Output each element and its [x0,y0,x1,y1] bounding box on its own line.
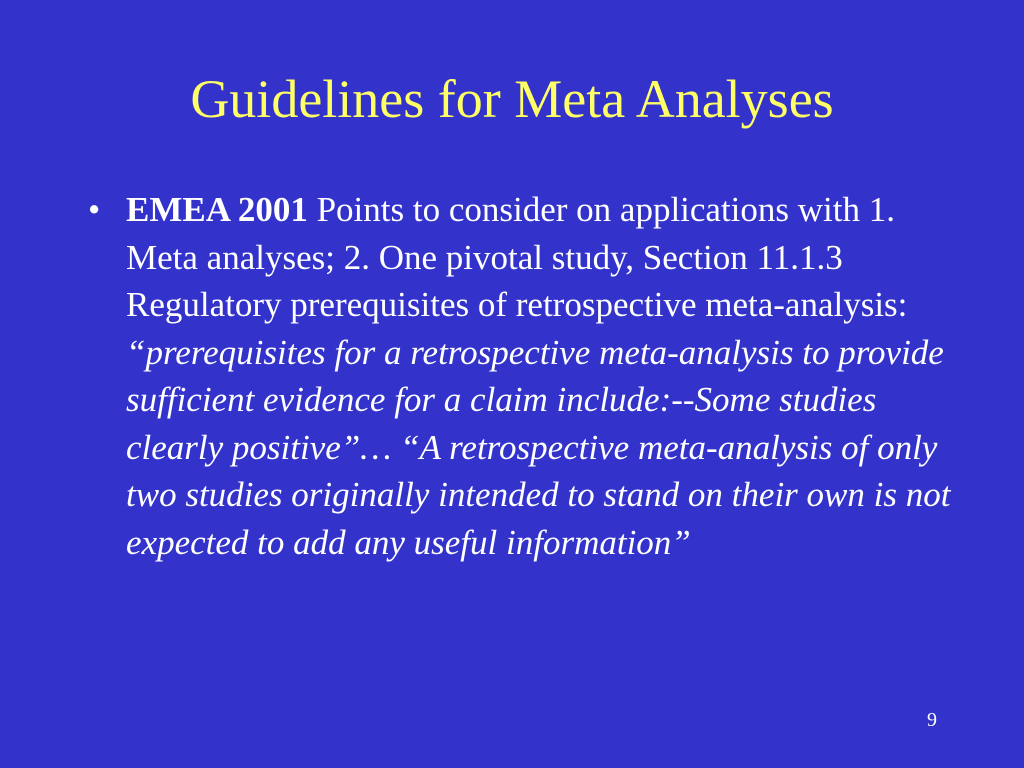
slide-page-number: 9 [927,709,937,731]
bullet-list [88,186,968,566]
bullet-regular-text: Points to consider on applications with 1. Meta analyses; 2. One pivotal study, Section 11.1.3 Regulatory prerequisites of retrospective meta-analysis: [126,190,908,324]
bullet-italic-quote: “prerequisites for a retrospective meta-analysis to provide sufficient evidence for a claim include:--Some studies clearly positive”… “A retrospective meta-analysis of only two studies originally intended to stand on their own is not expected to add any useful information” [126,332,951,562]
slide-title: Guidelines for Meta Analyses [190,69,834,129]
bullet-bold-text: EMEA 2001 [126,190,308,229]
bullet-marker: • [88,190,101,229]
bullet-item [88,186,968,566]
